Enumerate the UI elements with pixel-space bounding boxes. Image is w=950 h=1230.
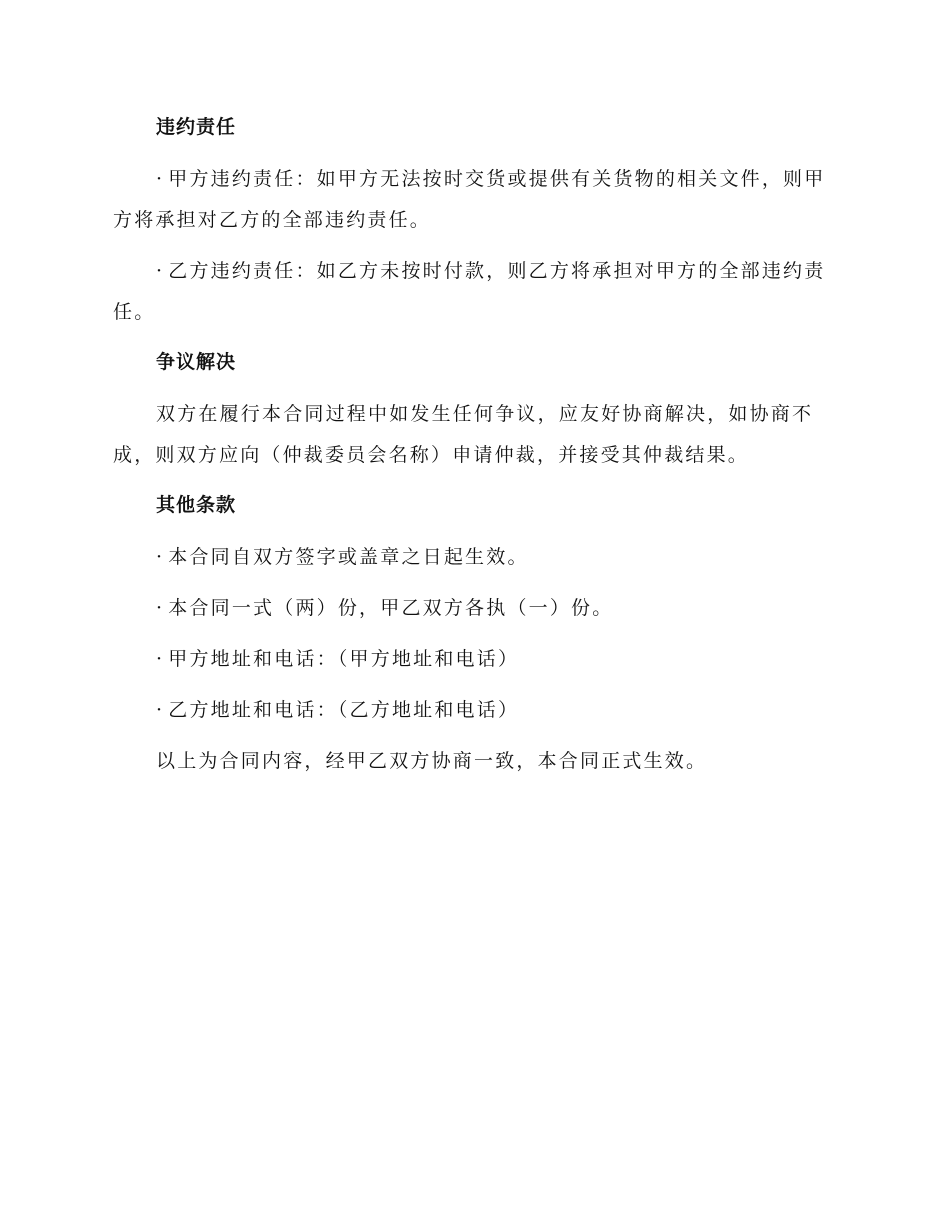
list-item-breach-party-a	[113, 159, 833, 241]
list-item-breach-party-b	[113, 251, 833, 333]
bullet-icon: ·	[156, 546, 165, 568]
list-item-text: 甲方地址和电话：（甲方地址和电话）	[168, 648, 520, 670]
paragraph-closing: 以上为合同内容，经甲乙双方协商一致，本合同正式生效。	[156, 750, 708, 772]
paragraph-dispute: 双方在履行本合同过程中如发生任何争议，应友好协商解决，如协商不成，则双方应向（仲裁委员会名称）申请仲裁，并接受其仲裁结果。	[113, 403, 814, 466]
list-item-copies	[113, 588, 833, 629]
section-heading-breach: 违约责任	[156, 116, 237, 138]
bullet-icon: ·	[156, 648, 165, 670]
document-body	[113, 108, 833, 792]
bullet-icon: ·	[156, 597, 165, 619]
list-item-party-a-contact	[113, 639, 833, 680]
list-item-text: 本合同一式（两）份，甲乙双方各执（一）份。	[168, 597, 614, 619]
section-heading-other: 其他条款	[156, 494, 237, 516]
bullet-icon: ·	[156, 168, 165, 190]
bullet-icon: ·	[156, 260, 165, 282]
list-item-text: 乙方地址和电话：（乙方地址和电话）	[168, 699, 520, 721]
list-item-effective	[113, 537, 833, 578]
section-heading-dispute: 争议解决	[156, 351, 237, 373]
bullet-icon: ·	[156, 699, 165, 721]
list-item-text: 本合同自双方签字或盖章之日起生效。	[168, 546, 529, 568]
list-item-text: 甲方违约责任：如甲方无法按时交货或提供有关货物的相关文件，则甲方将承担对乙方的全部违约责任。	[113, 168, 826, 231]
list-item-text: 乙方违约责任：如乙方未按时付款，则乙方将承担对甲方的全部违约责任。	[113, 260, 826, 323]
list-item-party-b-contact	[113, 690, 833, 731]
